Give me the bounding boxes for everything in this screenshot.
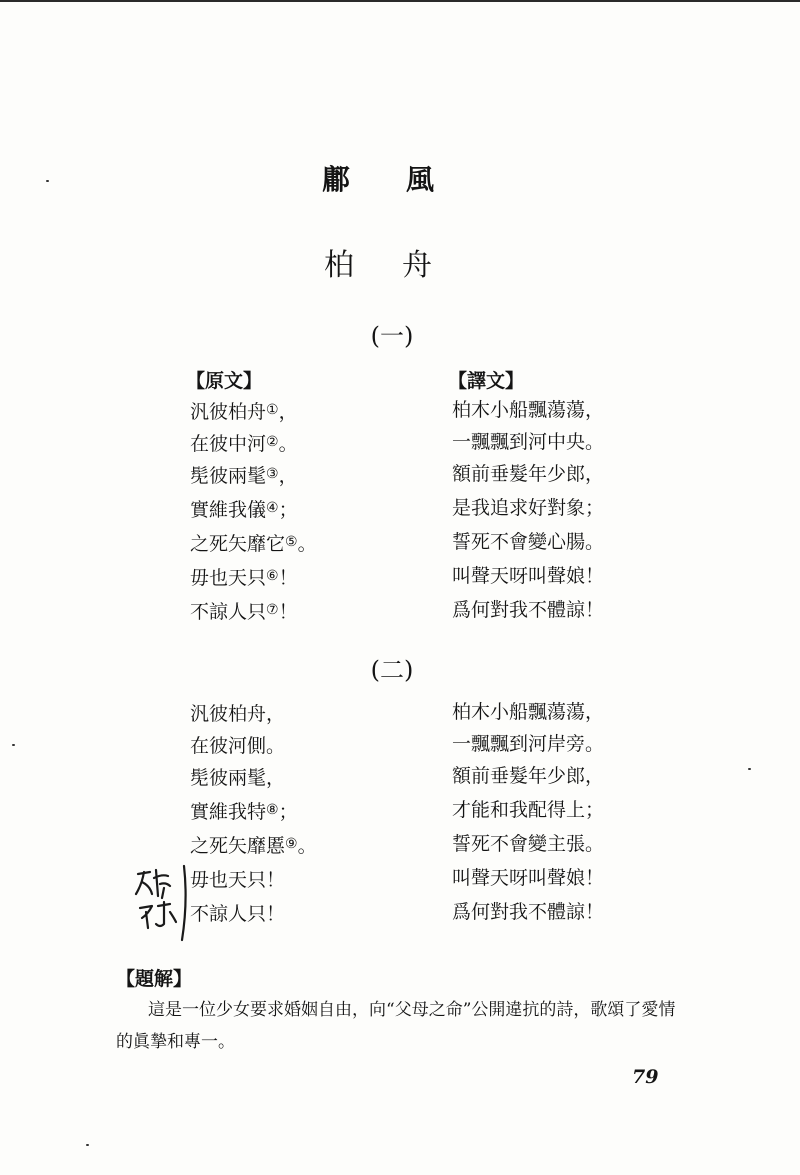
translation-line: 叫聲天呀叫聲娘！ <box>452 565 605 587</box>
original-line: 汎彼柏舟①， <box>190 401 298 423</box>
original-line: 不諒人只⑦！ <box>190 601 298 623</box>
translation-line: 爲何對我不體諒！ <box>452 901 605 923</box>
original-line: 在彼河側。 <box>190 735 286 757</box>
stanza-number: (二) <box>370 656 414 684</box>
original-line: 之死矢靡慝⑨。 <box>190 835 317 857</box>
translation-line: 爲何對我不體諒！ <box>452 599 605 621</box>
translation-line: 柏木小船飄蕩蕩， <box>452 399 605 421</box>
original-line: 髧彼兩髦③， <box>190 465 298 487</box>
translation-line: 才能和我配得上； <box>452 799 605 821</box>
page-number: 79 <box>632 1066 659 1088</box>
translation-line: 一飄飄到河中央。 <box>452 431 605 453</box>
translation-line: 額前垂髮年少郎， <box>452 765 605 787</box>
translation-line: 誓死不會變心腸。 <box>452 531 605 553</box>
original-line: 實維我特⑧； <box>190 801 298 823</box>
original-line: 毋也天只！ <box>190 869 286 891</box>
translation-heading: 【譯文】 <box>448 370 525 392</box>
translation-line: 額前垂髮年少郎， <box>452 463 605 485</box>
chapter-title: 鄘風 <box>321 163 490 196</box>
translation-line: 是我追求好對象； <box>452 497 605 519</box>
original-line: 汎彼柏舟， <box>190 703 286 725</box>
translation-line: 柏木小船飄蕩蕩， <box>452 701 605 723</box>
original-text-heading: 【原文】 <box>186 370 263 392</box>
handwritten-annotation <box>130 862 192 948</box>
scan-speck <box>748 768 751 770</box>
scan-speck <box>86 1144 89 1146</box>
translation-line: 誓死不會變主張。 <box>452 833 605 855</box>
interpretation-text: 這是一位少女要求婚姻自由，向“父母之命”公開違抗的詩，歌頌了愛情的眞摯和專一。 <box>116 1000 676 1052</box>
original-line: 毋也天只⑥！ <box>190 567 298 589</box>
original-line: 不諒人只！ <box>190 903 286 925</box>
original-line: 實維我儀④； <box>190 499 298 521</box>
original-line: 髧彼兩髦， <box>190 767 286 789</box>
stanza-number: (一) <box>370 322 414 350</box>
translation-line: 一飄飄到河岸旁。 <box>452 733 605 755</box>
original-line: 在彼中河②。 <box>190 433 298 455</box>
top-border-rule <box>0 0 800 2</box>
translation-line: 叫聲天呀叫聲娘！ <box>452 867 605 889</box>
scan-speck <box>12 744 15 746</box>
original-line: 之死矢靡它⑤。 <box>190 533 317 555</box>
poem-title: 柏舟 <box>324 248 480 283</box>
interpretation-heading: 【題解】 <box>116 968 193 990</box>
